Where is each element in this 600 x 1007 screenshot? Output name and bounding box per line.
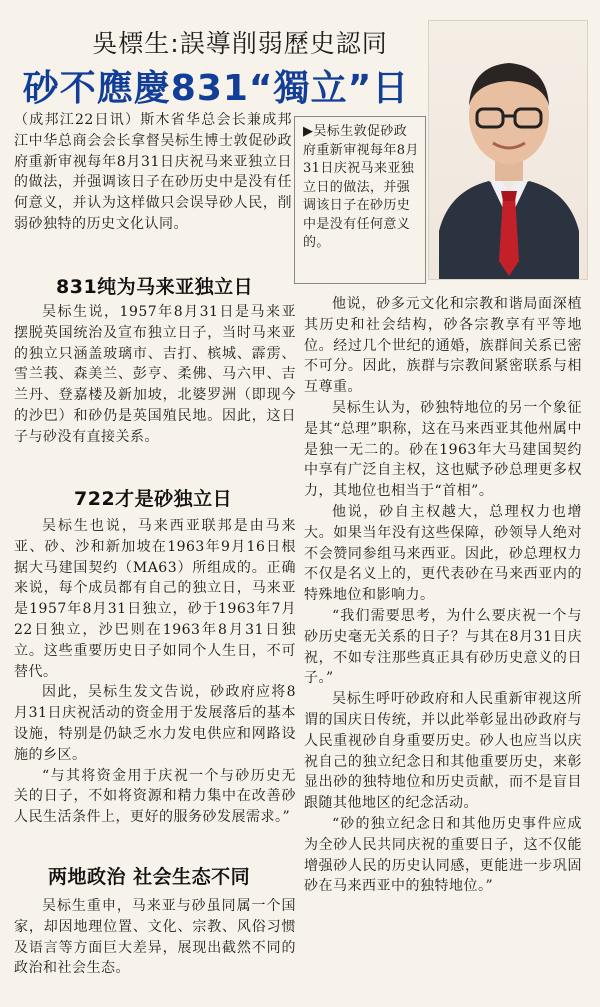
paragraph: 因此，吴标生发文告说，砂政府应将8月31日庆祝活动的资金用于发展落后的基本设施，特别是仍缺乏水力发电供应和网路设施的乡区。 — [14, 684, 296, 763]
paragraph: “我们需要思考，为什么要庆祝一个与砂历史毫无关系的日子？与其在8月31日庆祝，不如专注那些真正具有砂历史意义的日子。” — [304, 607, 582, 687]
portrait-illustration — [429, 21, 588, 280]
photo-caption: ▶吴标生敦促砂政府重新审视每年8月31日庆祝马来亚独立日的做法，并强调该日子在砂历史中是没有任何意义的。 — [294, 116, 426, 284]
paragraph: 吴标生说，1957年8月31日是马来亚摆脱英国统治及宣布独立日子，当时马来亚的独立只涵盖玻璃市、吉打、槟城、霹雳、雪兰莪、森美兰、彭亨、柔佛、马六甲、吉兰丹、登嘉楼及新加坡，北婆罗洲（即现今的沙巴）和砂仍是英国殖民地。因此，这日子与砂没有直接关系。 — [14, 304, 296, 445]
paragraph: “与其将资金用于庆祝一个与砂历史无关的日子，不如将资源和精力集中在改善砂人民生活条件上，更好的服务砂发展需求。” — [14, 767, 296, 826]
kicker-heading: 吳標生:誤導削弱歷史認同 — [92, 29, 388, 58]
right-column-body — [304, 294, 582, 897]
paragraph: 吴标生呼吁砂政府和人民重新审视这所谓的国庆日传统，并以此举彰显出砂政府与人民重视砂自身重要历史。砂人也应当以庆祝自己的独立纪念日和其他重要历史，来彰显出砂的独特地位和历史贡献，而不是盲目跟随其他地区的纪念活动。 — [304, 691, 582, 812]
paragraph: 吴标生认为，砂独特地位的另一个象征是其“总理”职称，这在马来西亚其他州属中是独一无二的。砂在1963年大马建国契约中享有广泛自主权，这也赋予砂总理更多权力，其地位也相当于“首相”。 — [304, 399, 582, 500]
section2-heading: 722才是砂独立日 — [74, 488, 233, 510]
lead-paragraph — [14, 110, 292, 235]
section2-body — [14, 516, 296, 828]
section1-heading: 831纯为马来亚独立日 — [56, 276, 254, 298]
main-headline: 砂不應慶831“獨立”日 — [22, 68, 410, 109]
paragraph: 他说，砂多元文化和宗教和谐局面深植其历史和社会结构，砂各宗教享有平等地位。经过几个世纪的通婚，族群间关系已密不可分。因此，族群与宗教间紧密联系与相互尊重。 — [304, 296, 582, 396]
paragraph: 吴标生也说，马来西亚联邦是由马来亚、砂、沙和新加坡在1963年9月16日根据大马建国契约（MA63）所组成的。正确来说，每个成员都有自己的独立日，马来亚是1957年8月31日独立，砂于1963年7月22日独立，沙巴则在1963年8月31日独立。这些重要历史日子如同个人生日，不可替代。 — [14, 518, 296, 680]
paragraph: 他说，砂自主权越大，总理权力也增大。如果当年没有这些保障，砂领导人绝对不会赞同参组马来西亚。因此，砂总理权力不仅是名义上的，更代表砂在马来西亚内的特殊地位和影响力。 — [304, 503, 582, 604]
paragraph: 吴标生重申，马来亚与砂虽同属一个国家，却因地理位置、文化、宗教、风俗习惯及语言等方面巨大差异，展现出截然不同的政治和社会生态。 — [14, 898, 296, 977]
paragraph: “砂的独立纪念日和其他历史事件应成为全砂人民共同庆祝的重要日子，这不仅能增强砂人民的历史认同感，更能进一步巩固砂在马来西亚中的独特地位。” — [304, 815, 582, 895]
section3-heading: 两地政治 社会生态不同 — [48, 866, 251, 888]
lead-text: （成邦江22日讯）斯木省华总会长兼成邦江中华总商会会长拿督吴标生博士敦促砂政府重新审视每年8月31日庆祝马来亚独立日的做法，并强调该日子在砂历史中是没有任何意义，并认为这样做只会误导砂人民，削弱砂独特的历史文化认同。 — [14, 112, 292, 232]
section3-body — [14, 896, 296, 979]
section1-body — [14, 302, 296, 448]
portrait-photo — [428, 20, 588, 280]
